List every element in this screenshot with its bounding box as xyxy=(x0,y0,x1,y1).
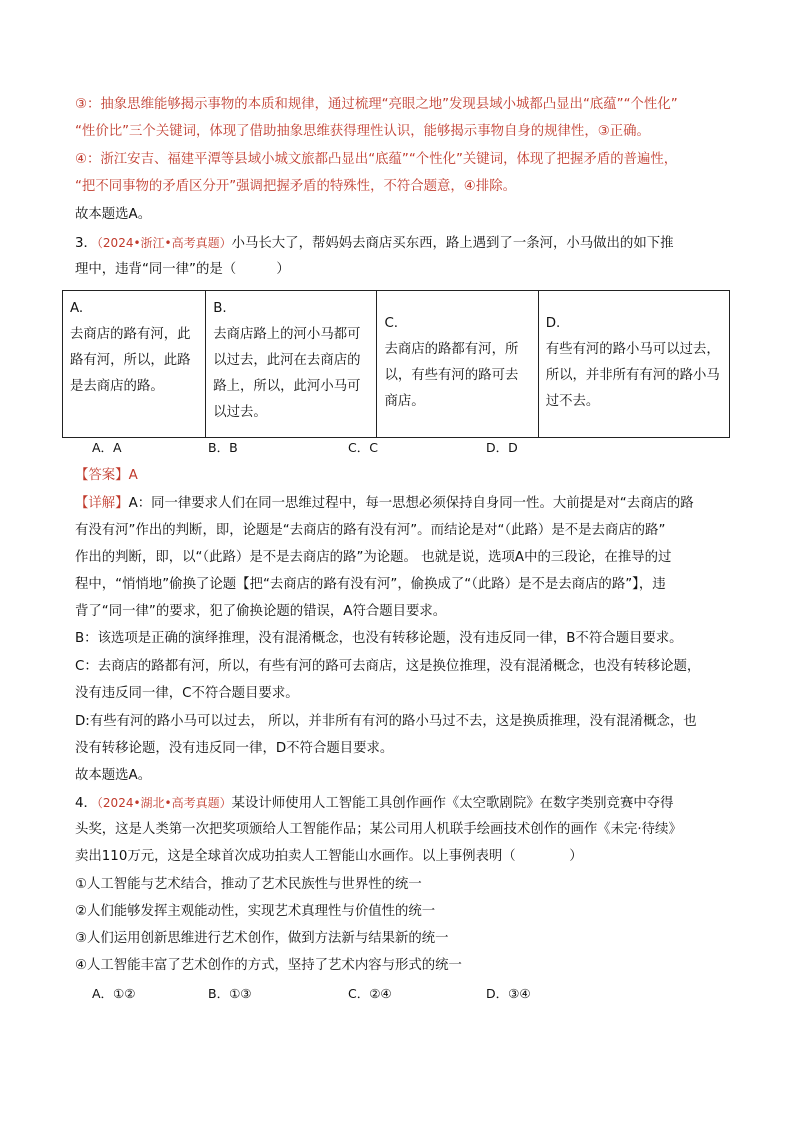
q4-number: 4． xyxy=(75,796,97,811)
q3-detail-c1: C：去商店的路都有河，所以，有些有河的路可去商店，这是换位推理，没有混淆概念，也没有转移论题， xyxy=(75,659,701,674)
q3-options-table xyxy=(62,290,730,438)
q4-item-1: ①人工智能与艺术结合，推动了艺术民族性与世界性的统一 xyxy=(75,877,422,892)
q3-detail-c2: 没有违反同一律，C不符合题目要求。 xyxy=(75,686,299,701)
q3-option-d[interactable]: D．D xyxy=(486,440,518,455)
q3-cell-c-label: C. xyxy=(384,316,399,331)
q3-detail-a1 xyxy=(75,494,694,514)
q4-item-3: ③人们运用创新思维进行艺术创作，做到方法新与结果新的统一 xyxy=(75,931,449,946)
q3-answer xyxy=(75,466,138,486)
analysis-line-3: ③：抽象思维能够揭示事物的本质和规律，通过梳理“亮眼之地”发现县域小城都凸显出“底蕴”“个性化” xyxy=(75,97,678,112)
q3-detail-a1-text: A：同一律要求人们在同一思维过程中，每一思想必须保持自身同一性。大前提是对“去商店的路 xyxy=(128,496,694,511)
q3-option-c[interactable]: C．C xyxy=(348,440,378,455)
q3-cell-b xyxy=(206,291,377,438)
q4-source: （2024•湖北•高考真题） xyxy=(96,796,232,810)
q3-stem-text: 小马长大了，帮妈妈去商店买东西，路上遇到了一条河，小马做出的如下推 xyxy=(231,236,674,251)
q3-detail-a2: 有没有河”作出的判断，即，论题是“去商店的路有没有河”。而结论是对“（此路）是不是去商店的路” xyxy=(75,523,666,538)
q3-source: （2024•浙江•高考真题） xyxy=(96,236,232,250)
q3-stem-line1 xyxy=(75,233,674,254)
q3-answer-tag: 【答案】 xyxy=(75,468,129,483)
q3-cell-d-label: D. xyxy=(545,316,561,331)
q4-item-2: ②人们能够发挥主观能动性，实现艺术真理性与价值性的统一 xyxy=(75,904,436,919)
q4-stem-line2: 头奖，这是人类第一次把奖项颁给人工智能作品；某公司用人机联手绘画技术创作的画作《未完·待续》 xyxy=(75,822,682,837)
q3-detail-tag: 【详解】 xyxy=(75,496,129,511)
q4-option-a[interactable]: A．①② xyxy=(92,986,136,1001)
analysis-line-4: ④：浙江安吉、福建平潭等县域小城文旅都凸显出“底蕴”“个性化”关键词，体现了把握矛盾的普遍性， xyxy=(75,152,678,167)
q3-conclusion: 故本题选A。 xyxy=(75,768,152,783)
q4-option-b[interactable]: B．①③ xyxy=(208,986,252,1001)
q3-option-b[interactable]: B．B xyxy=(208,440,238,455)
analysis-line-4-cont: “把不同事物的矛盾区分开”强调把握矛盾的特殊性，不符合题意，④排除。 xyxy=(75,179,516,194)
q3-option-a[interactable]: A．A xyxy=(92,440,122,455)
q3-detail-a5: 背了“同一律”的要求，犯了偷换论题的错误，A符合题目要求。 xyxy=(75,604,447,619)
q3-cell-b-text: 去商店路上的河小马都可以过去，此河在去商店的路上，所以，此河小马可以过去。 xyxy=(213,327,361,420)
q3-stem-line2: 理中，违背“同一律”的是（ ） xyxy=(75,262,290,277)
q3-detail-d2: 没有转移论题，没有违反同一律，D不符合题目要求。 xyxy=(75,741,394,756)
q4-option-d[interactable]: D．③④ xyxy=(486,986,531,1001)
q4-option-c[interactable]: C．②④ xyxy=(348,986,392,1001)
prev-conclusion: 故本题选A。 xyxy=(75,207,152,222)
q4-stem-line3: 卖出110万元，这是全球首次成功拍卖人工智能山水画作。以上事例表明（ ） xyxy=(75,849,583,864)
q3-cell-a-label: A. xyxy=(70,301,84,316)
q3-detail-a4: 程中，“悄悄地”偷换了论题【把“去商店的路有没有河”，偷换成了“（此路）是不是去商店的路”】，违 xyxy=(75,577,666,592)
q3-detail-d1: D:有些有河的路小马可以过去， 所以，并非所有有河的路小马过不去，这是换质推理，没有混淆概念，也 xyxy=(75,714,697,729)
q3-number: 3． xyxy=(75,236,97,251)
q4-stem-line1 xyxy=(75,793,674,814)
q4-stem-text: 某设计师使用人工智能工具创作画作《太空歌剧院》在数字类别竞赛中夺得 xyxy=(231,796,674,811)
q3-cell-d xyxy=(538,291,729,438)
q3-detail-b: B：该选项是正确的演绎推理，没有混淆概念，也没有转移论题，没有违反同一律，B不符合题目要求。 xyxy=(75,631,683,646)
q3-answer-value: A xyxy=(128,468,138,483)
q3-cell-a-text: 去商店的路有河，此路有河，所以，此路是去商店的路。 xyxy=(70,327,191,394)
q3-cell-c-text: 去商店的路都有河，所以，有些有河的路可去商店。 xyxy=(384,342,519,409)
q3-cell-c xyxy=(377,291,538,438)
q3-cell-d-text: 有些有河的路小马可以过去，所以，并非所有有河的路小马过不去。 xyxy=(545,342,720,409)
q3-cell-a xyxy=(63,291,206,438)
analysis-line-3-cont: “性价比”三个关键词，体现了借助抽象思维获得理性认识，能够揭示事物自身的规律性，③正确。 xyxy=(75,124,650,139)
q3-detail-a3: 作出的判断，即，以“（此路）是不是去商店的路”为论题。 也就是说，选项A中的三段论，在推导的过 xyxy=(75,550,672,565)
q4-item-4: ④人工智能丰富了艺术创作的方式，坚持了艺术内容与形式的统一 xyxy=(75,958,462,973)
q3-cell-b-label: B. xyxy=(213,301,227,316)
